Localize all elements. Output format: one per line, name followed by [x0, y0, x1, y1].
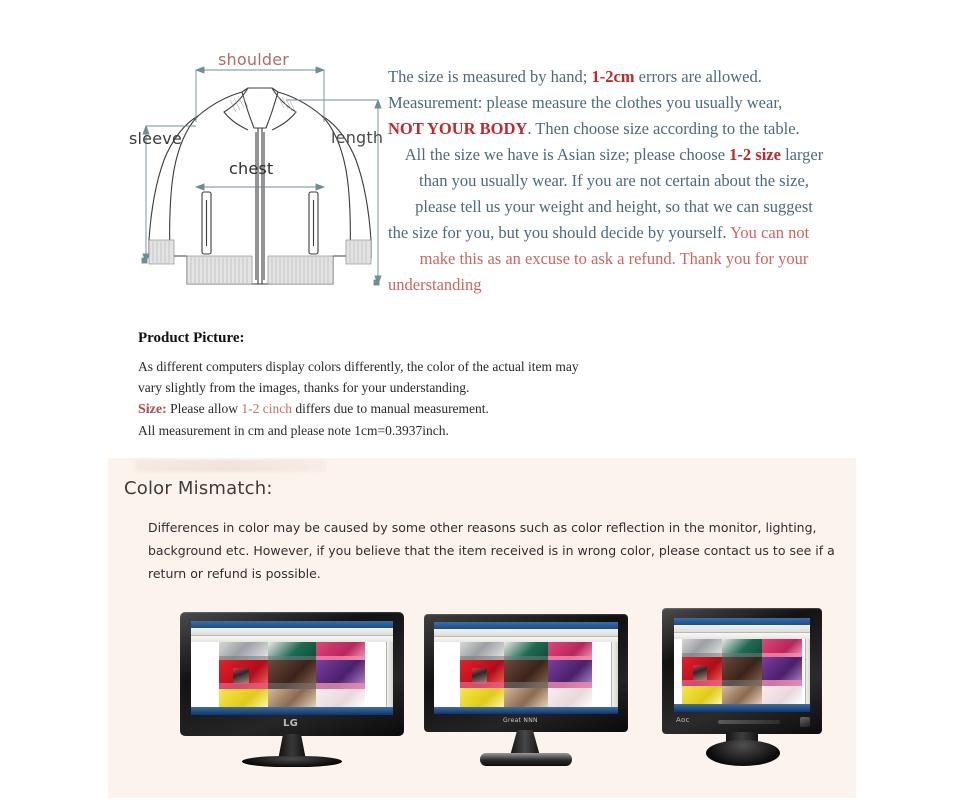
page-scrollbar[interactable] [805, 639, 810, 705]
notice-line-6: please tell us your weight and height, so that we can suggest [415, 197, 813, 216]
screen-content-great [434, 622, 618, 714]
thumbnail [268, 689, 316, 708]
browser-page-area [674, 639, 810, 705]
thumbnail [548, 642, 592, 660]
product-picture-size-line [138, 398, 658, 420]
browser-menubar [191, 628, 393, 636]
product-picture-heading: Product Picture: [138, 330, 245, 346]
monitor-great-stand-base [480, 753, 572, 766]
thumbnail [219, 660, 267, 689]
thumbnail [504, 642, 548, 660]
monitor-lg [180, 612, 404, 767]
thumbnail [460, 660, 504, 688]
notice-line-9: understanding [388, 275, 482, 294]
browser-page-area [434, 642, 618, 706]
thumbnail [460, 688, 504, 706]
thumbnail [722, 657, 762, 686]
browser-titlebar [191, 621, 393, 628]
browser-chrome [434, 622, 618, 642]
product-picture-line-4: All measurement in cm and please note 1cm=0.3937inch. [138, 423, 449, 438]
thumbnail [762, 639, 802, 658]
monitor-great-bezel [424, 614, 628, 732]
browser-titlebar [434, 622, 618, 629]
thumbnail [682, 686, 722, 705]
notice-highlight-you-can-not: You can not [730, 223, 810, 242]
thumbnail [548, 660, 592, 688]
browser-menubar [434, 629, 618, 637]
notice-line-4 [388, 142, 840, 168]
notice-highlight-1-2cm: 1-2cm [591, 67, 635, 86]
page-scrollbar[interactable] [611, 642, 618, 706]
color-mismatch-body: Differences in color may be caused by some other reasons such as color reflection in the monitor, lighting, background etc. However, if you believe that the item received is in wrong color, please contact us to see if a return or refund is possible. [148, 520, 835, 581]
os-taskbar [191, 707, 393, 715]
monitor-aoc-power-button[interactable] [800, 717, 810, 727]
diagram-label-chest: chest [229, 159, 274, 178]
thumbnail [722, 686, 762, 705]
notice-line-1 [388, 64, 840, 90]
monitor-aoc-stand-base [706, 740, 780, 766]
monitor-great-brand-label: Great NNN [503, 717, 538, 724]
jacket-svg [120, 44, 400, 324]
browser-page-area [191, 642, 393, 708]
thumbnail [682, 657, 722, 686]
monitor-lg-stand-base [242, 756, 342, 767]
thumbnail [268, 642, 316, 661]
size-highlight-cinch: 1-2 cinch [241, 401, 292, 416]
notice-line-5: than you usually wear. If you are not certain about the size, [419, 171, 809, 190]
browser-titlebar [674, 618, 810, 625]
size-line-b: differs due to manual measurement. [291, 401, 489, 416]
panel-watermark [136, 460, 326, 472]
notice-line-1-a: The size is measured by hand; [388, 67, 592, 86]
product-picture-block [138, 330, 658, 441]
browser-menubar [674, 625, 810, 633]
notice-line-4-b: larger [780, 145, 824, 164]
size-line-a: Please allow [166, 401, 242, 416]
monitor-great [424, 614, 628, 766]
notice-highlight-1-2-size: 1-2 size [729, 145, 781, 164]
thumbnail [504, 688, 548, 706]
product-thumbnail-grid [682, 639, 802, 705]
thumbnail [316, 660, 364, 689]
page-scrollbar[interactable] [386, 642, 393, 708]
notice-line-3-b: . Then choose size according to the table. [527, 119, 800, 138]
monitor-lg-screen [191, 621, 393, 715]
monitor-aoc-brand-label: Aoc [676, 716, 690, 724]
screen-content-lg [191, 621, 393, 715]
browser-chrome [191, 621, 393, 642]
thumbnail [682, 639, 722, 658]
monitor-row [108, 608, 856, 788]
notice-line-3 [388, 116, 840, 142]
thumbnail [316, 642, 364, 661]
notice-line-7 [388, 220, 840, 246]
notice-line-1-b: errors are allowed. [634, 67, 762, 86]
thumbnail [316, 689, 364, 708]
color-mismatch-heading: Color Mismatch: [124, 478, 273, 499]
diagram-label-sleeve: sleeve [129, 129, 182, 148]
monitor-lg-bezel [180, 612, 404, 736]
monitor-aoc-bezel [662, 608, 822, 734]
notice-line-7-a: the size for you, but you should decide by yourself. [388, 223, 731, 242]
notice-line-2: Measurement: please measure the clothes you usually wear, [388, 93, 783, 112]
screen-content-aoc [674, 618, 810, 712]
monitor-great-screen [434, 622, 618, 714]
thumbnail [722, 639, 762, 658]
thumbnail [268, 660, 316, 689]
product-picture-line-2: vary slightly from the images, thanks for your understanding. [138, 380, 470, 395]
monitor-lg-brand-label: LG [283, 718, 299, 729]
browser-chrome [674, 618, 810, 639]
product-picture-line-1: As different computers display colors differently, the color of the actual item may [138, 359, 579, 374]
monitor-aoc-button-strip[interactable] [718, 720, 780, 724]
measurement-notice [388, 64, 840, 298]
product-thumbnail-grid [219, 642, 364, 708]
notice-line-4-a: All the size we have is Asian size; please choose [404, 145, 730, 164]
diagram-label-shoulder: shoulder [218, 50, 290, 69]
thumbnail [219, 689, 267, 708]
notice-highlight-not-your-body: NOT YOUR BODY [388, 119, 528, 138]
size-label: Size: [138, 402, 167, 417]
thumbnail [219, 642, 267, 661]
thumbnail [762, 686, 802, 705]
product-thumbnail-grid [460, 642, 593, 706]
monitor-aoc [650, 608, 836, 766]
os-taskbar [434, 707, 618, 714]
color-mismatch-panel [108, 458, 856, 798]
thumbnail [762, 657, 802, 686]
jacket-measurement-diagram [120, 44, 400, 324]
monitor-aoc-screen [674, 618, 810, 712]
thumbnail [548, 688, 592, 706]
thumbnail [460, 642, 504, 660]
notice-line-8: make this as an excuse to ask a refund. Thank you for your [419, 249, 809, 268]
os-taskbar [674, 704, 810, 712]
thumbnail [504, 660, 548, 688]
diagram-label-length: length [331, 128, 384, 147]
